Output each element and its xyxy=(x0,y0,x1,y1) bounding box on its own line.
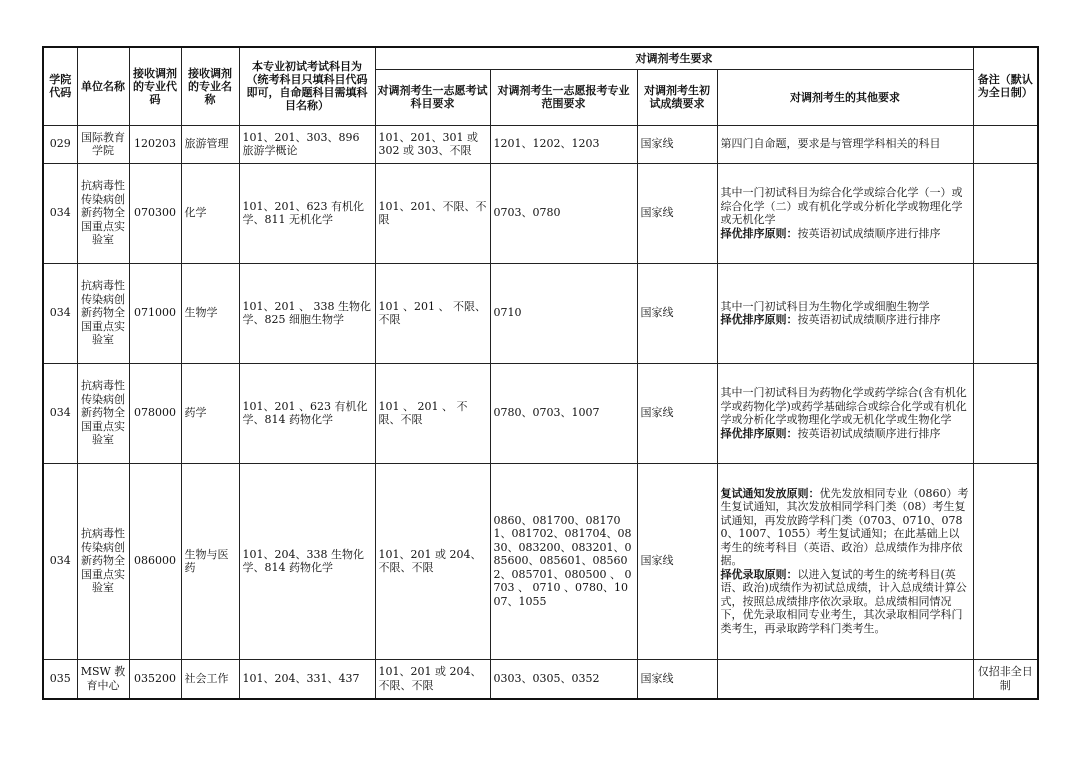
cell-major-code: 086000 xyxy=(129,463,181,659)
cell-req-major-scope: 0860、081700、081701、081702、081704、0830、083200、083201、085600、085601、085602、085701、080500 、 0703 、 0710 、0780、1007、1055 xyxy=(490,463,637,659)
cell-unit-name: 抗病毒性传染病创新药物全国重点实验室 xyxy=(77,363,129,463)
cell-req-exam-subjects: 101、201 或 204、不限、不限 xyxy=(375,659,490,699)
cell-req-major-scope: 0703、0780 xyxy=(490,163,637,263)
cell-remarks xyxy=(973,463,1038,659)
cell-major-code: 071000 xyxy=(129,263,181,363)
cell-major-name: 旅游管理 xyxy=(181,125,239,163)
header-major-name: 接收调剂的专业名称 xyxy=(181,47,239,125)
cell-req-exam-subjects: 101 、201 、 不限、不限 xyxy=(375,263,490,363)
cell-req-major-scope: 0710 xyxy=(490,263,637,363)
cell-req-score: 国家线 xyxy=(637,659,717,699)
cell-major-name: 生物学 xyxy=(181,263,239,363)
header-requirements-group: 对调剂考生要求 xyxy=(375,47,973,69)
other-requirement-line xyxy=(721,568,970,636)
cell-req-score: 国家线 xyxy=(637,463,717,659)
adjustment-requirements-table xyxy=(42,46,1039,700)
cell-req-score: 国家线 xyxy=(637,263,717,363)
other-requirement-label: 择优排序原则： xyxy=(720,313,798,326)
other-requirement-label: 复试通知发放原则： xyxy=(720,486,820,500)
table-row xyxy=(43,463,1038,659)
cell-unit-name: MSW 教育中心 xyxy=(77,659,129,699)
table-row xyxy=(43,659,1038,699)
cell-req-exam-subjects: 101、201、301 或 302 或 303、不限 xyxy=(375,125,490,163)
cell-major-name: 化学 xyxy=(181,163,239,263)
other-requirement-text: 按英语初试成绩顺序进行排序 xyxy=(797,313,941,326)
other-requirement-label: 择优排序原则： xyxy=(720,426,798,440)
other-requirement-line xyxy=(721,227,970,241)
cell-remarks xyxy=(973,163,1038,263)
cell-subjects: 101、201 、623 有机化学、814 药物化学 xyxy=(239,363,375,463)
other-requirement-line xyxy=(721,386,970,427)
header-subjects: 本专业初试考试科目为（统考科目只填科目代码即可，自命题科目需填科目名称） xyxy=(239,47,375,125)
other-requirement-text: 以进入复试的考生的统考科目(英语、政治)成绩作为初试总成绩，计入总成绩计算公式，按照总成绩排序依次录取。总成绩相同情况下，优先录取相同专业考生，其次录取相同学科门类考生，再录取跨学科门类考生。 xyxy=(720,567,967,635)
cell-college-code: 034 xyxy=(43,263,77,363)
other-requirement-line xyxy=(721,487,970,568)
table-row xyxy=(43,363,1038,463)
table-row xyxy=(43,163,1038,263)
cell-req-major-scope: 0780、0703、1007 xyxy=(490,363,637,463)
other-requirement-line xyxy=(721,137,970,151)
cell-unit-name: 抗病毒性传染病创新药物全国重点实验室 xyxy=(77,263,129,363)
cell-unit-name: 抗病毒性传染病创新药物全国重点实验室 xyxy=(77,163,129,263)
cell-req-major-scope: 1201、1202、1203 xyxy=(490,125,637,163)
other-requirement-text: 其中一门初试科目为综合化学或综合化学（一）或综合化学（二）或有机化学或分析化学或物理化学或无机化学 xyxy=(720,186,963,226)
header-major-code: 接收调剂的专业代码 xyxy=(129,47,181,125)
cell-unit-name: 抗病毒性传染病创新药物全国重点实验室 xyxy=(77,463,129,659)
other-requirement-line xyxy=(721,427,970,441)
cell-req-score: 国家线 xyxy=(637,125,717,163)
cell-req-other xyxy=(717,263,973,363)
header-remarks: 备注（默认为全日制） xyxy=(973,47,1038,125)
other-requirement-label: 择优排序原则： xyxy=(720,226,798,240)
cell-req-score: 国家线 xyxy=(637,363,717,463)
other-requirement-text: 第四门自命题，要求是与管理学科相关的科目 xyxy=(720,137,941,151)
cell-req-score: 国家线 xyxy=(637,163,717,263)
cell-req-other xyxy=(717,363,973,463)
cell-remarks xyxy=(973,363,1038,463)
other-requirement-text: 优先发放相同专业（0860）考生复试通知，其次发放相同学科门类（08）考生复试通知，再发放跨学科门类（0703、0710、0780、1007、1055）考生复试通知；在此基础上以考生的统考科目（英语、政治）总成绩作为排序依据。 xyxy=(720,486,969,568)
cell-subjects: 101、204、338 生物化学、814 药物化学 xyxy=(239,463,375,659)
cell-major-name: 药学 xyxy=(181,363,239,463)
table-body xyxy=(43,125,1038,699)
cell-req-exam-subjects: 101、201、不限、不限 xyxy=(375,163,490,263)
header-req-exam-subjects: 对调剂考生一志愿考试科目要求 xyxy=(375,69,490,125)
cell-remarks xyxy=(973,125,1038,163)
table-row xyxy=(43,125,1038,163)
cell-college-code: 034 xyxy=(43,163,77,263)
cell-remarks: 仅招非全日制 xyxy=(973,659,1038,699)
cell-major-code: 120203 xyxy=(129,125,181,163)
cell-major-code: 035200 xyxy=(129,659,181,699)
cell-college-code: 034 xyxy=(43,363,77,463)
cell-req-other xyxy=(717,463,973,659)
cell-major-code: 078000 xyxy=(129,363,181,463)
cell-req-exam-subjects: 101 、 201 、 不限、不限 xyxy=(375,363,490,463)
other-requirement-label: 择优录取原则： xyxy=(720,567,798,581)
cell-req-exam-subjects: 101、201 或 204、不限、不限 xyxy=(375,463,490,659)
cell-college-code: 034 xyxy=(43,463,77,659)
cell-remarks xyxy=(973,263,1038,363)
other-requirement-line xyxy=(721,313,970,327)
cell-subjects: 101、204、331、437 xyxy=(239,659,375,699)
header-unit-name: 单位名称 xyxy=(77,47,129,125)
other-requirement-line xyxy=(721,300,970,314)
header-req-major-scope: 对调剂考生一志愿报考专业范围要求 xyxy=(490,69,637,125)
cell-req-other xyxy=(717,125,973,163)
header-req-score: 对调剂考生初试成绩要求 xyxy=(637,69,717,125)
cell-req-other xyxy=(717,163,973,263)
cell-subjects: 101、201、623 有机化学、811 无机化学 xyxy=(239,163,375,263)
cell-major-name: 社会工作 xyxy=(181,659,239,699)
other-requirement-line xyxy=(721,186,970,227)
cell-subjects: 101、201 、 338 生物化学、825 细胞生物学 xyxy=(239,263,375,363)
other-requirement-text: 其中一门初试科目为生物化学或细胞生物学 xyxy=(720,299,930,313)
cell-req-major-scope: 0303、0305、0352 xyxy=(490,659,637,699)
header-college-code: 学院代码 xyxy=(43,47,77,125)
cell-college-code: 029 xyxy=(43,125,77,163)
cell-major-code: 070300 xyxy=(129,163,181,263)
cell-req-other xyxy=(717,659,973,699)
other-requirement-text: 按英语初试成绩顺序进行排序 xyxy=(797,226,941,240)
cell-subjects: 101、201、303、896 旅游学概论 xyxy=(239,125,375,163)
header-req-other: 对调剂考生的其他要求 xyxy=(717,69,973,125)
cell-college-code: 035 xyxy=(43,659,77,699)
cell-major-name: 生物与医药 xyxy=(181,463,239,659)
table-row xyxy=(43,263,1038,363)
table-header xyxy=(43,47,1038,125)
cell-unit-name: 国际教育学院 xyxy=(77,125,129,163)
other-requirement-text: 按英语初试成绩顺序进行排序 xyxy=(797,426,941,440)
other-requirement-text: 其中一门初试科目为药物化学或药学综合(含有机化学或药物化学)或药学基础综合或综合化学或有机化学或分析化学或物理化学或无机化学或生物化学 xyxy=(720,386,967,426)
